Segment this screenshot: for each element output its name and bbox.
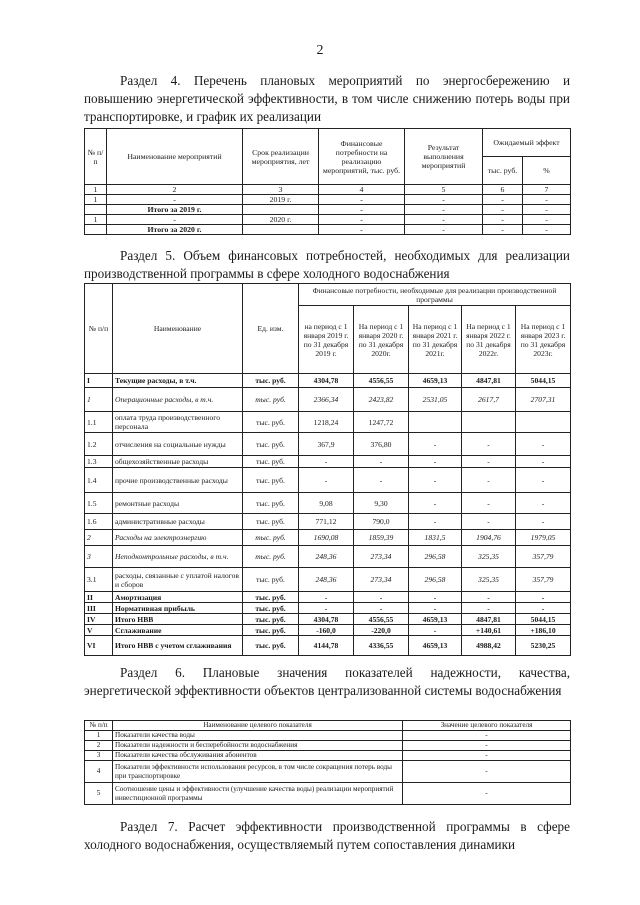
section-6-table	[84, 720, 571, 805]
cell-num: 1.5	[85, 493, 113, 514]
t6-header-value: Значение целевого показателя	[403, 721, 571, 731]
cell-value: -	[409, 514, 462, 530]
cell-term: 2019 г.	[243, 195, 319, 205]
cell-value: -	[409, 468, 462, 493]
cell-name: Нормативная прибыль	[113, 603, 243, 614]
t4-index-cell: 1	[85, 185, 107, 195]
cell-value: 1218,24	[299, 412, 354, 433]
cell-value: -	[516, 468, 571, 493]
page-number: 2	[316, 43, 324, 58]
cell-value: -	[409, 493, 462, 514]
cell-value: 296,58	[409, 568, 462, 592]
t5-header-period: На период с 1 января 2020 г. по 31 декабря 2020г.	[354, 306, 409, 374]
cell-value: +140,61	[462, 625, 516, 636]
cell-value: 273,34	[354, 568, 409, 592]
cell-value: 248,36	[299, 546, 354, 568]
cell-value: -	[299, 456, 354, 468]
cell-name: расходы, связанные с уплатой налогов и сборов	[113, 568, 243, 592]
cell-value: -	[462, 493, 516, 514]
cell-result: -	[405, 215, 483, 225]
cell-value: -	[299, 603, 354, 614]
cell-value: -	[462, 468, 516, 493]
cell-value: -	[516, 456, 571, 468]
t5-header-name: Наименование	[113, 284, 243, 374]
cell-num: 1	[85, 215, 107, 225]
cell-name: -	[107, 195, 243, 205]
cell-value: -	[403, 751, 571, 761]
cell-unit: тыс. руб.	[243, 388, 299, 412]
cell-unit: тыс. руб.	[243, 603, 299, 614]
cell-unit: тыс. руб.	[243, 614, 299, 625]
cell-value: 4336,55	[354, 636, 409, 656]
section-4-heading: Раздел 4. Перечень плановых мероприятий по энергосбережению и повышению энергетической эффективности, в том числе снижению потерь воды при транспортировке, и график их реализации	[84, 73, 570, 124]
table-row	[85, 205, 571, 215]
cell-name: Показатели надежности и бесперебойности водоснабжения	[113, 741, 403, 751]
cell-value	[409, 412, 462, 433]
cell-unit: тыс. руб.	[243, 568, 299, 592]
table-row	[85, 783, 571, 805]
cell-unit: тыс. руб.	[243, 625, 299, 636]
t5-header-period: на период с 1 января 2019 г. по 31 декабря 2019 г.	[299, 306, 354, 374]
cell-value: -	[354, 456, 409, 468]
t5-header-period: На период с 1 января 2023 г. по 31 декабря 2023г.	[516, 306, 571, 374]
cell-num: 3	[85, 546, 113, 568]
cell-value: 4659,13	[409, 614, 462, 625]
cell-pct: -	[523, 225, 571, 235]
t5-header-period: На период с 1 января 2022 г. по 31 декабря 2022г.	[462, 306, 516, 374]
cell-name: Итого НВВ с учетом сглаживания	[113, 636, 243, 656]
table-row	[85, 731, 571, 741]
cell-name: Показатели качества воды	[113, 731, 403, 741]
cell-term	[243, 225, 319, 235]
cell-value: 9,30	[354, 493, 409, 514]
table-row	[85, 592, 571, 603]
cell-name: Показатели эффективности использования ресурсов, в том числе сокращения потерь воды при транспортировке	[113, 761, 403, 783]
table-row	[85, 530, 571, 546]
t4-index-cell: 5	[405, 185, 483, 195]
cell-value: 325,35	[462, 546, 516, 568]
cell-value: -	[462, 433, 516, 456]
cell-name: Неподконтрольные расходы, в т.ч.	[113, 546, 243, 568]
cell-value: 1859,39	[354, 530, 409, 546]
cell-num: 4	[85, 761, 113, 783]
table-row	[85, 514, 571, 530]
cell-value: 4556,55	[354, 374, 409, 388]
cell-value: 357,79	[516, 546, 571, 568]
cell-pct: -	[523, 205, 571, 215]
cell-value: 1979,05	[516, 530, 571, 546]
cell-value: 1247,72	[354, 412, 409, 433]
cell-value: 2707,31	[516, 388, 571, 412]
cell-value: -	[409, 603, 462, 614]
cell-name: оплата труда производственного персонала	[113, 412, 243, 433]
cell-num: 3	[85, 751, 113, 761]
cell-value: 4988,42	[462, 636, 516, 656]
t4-header-effect: Ожидаемый эффект	[483, 129, 571, 157]
t4-header-result: Результат выполнения мероприятий	[405, 129, 483, 185]
cell-name: Сглаживание	[113, 625, 243, 636]
t4-header-finance: Финансовые потребности на реализацию мероприятий, тыс. руб.	[319, 129, 405, 185]
cell-value: 4144,78	[299, 636, 354, 656]
cell-name: Операционные расходы, в т.ч.	[113, 388, 243, 412]
cell-result: -	[405, 225, 483, 235]
cell-unit: тыс. руб.	[243, 546, 299, 568]
cell-num: 1.3	[85, 456, 113, 468]
cell-value: 4659,13	[409, 636, 462, 656]
cell-num: 1	[85, 388, 113, 412]
cell-pct: -	[523, 195, 571, 205]
cell-num: 1.6	[85, 514, 113, 530]
cell-value: -	[462, 456, 516, 468]
cell-value: -	[299, 592, 354, 603]
cell-value: -220,0	[354, 625, 409, 636]
cell-value: 2531,05	[409, 388, 462, 412]
cell-value: 4556,55	[354, 614, 409, 625]
cell-value: -	[462, 514, 516, 530]
cell-value: 367,9	[299, 433, 354, 456]
cell-value: -	[299, 468, 354, 493]
table-row	[85, 761, 571, 783]
table-row	[85, 456, 571, 468]
cell-value: 248,36	[299, 568, 354, 592]
t4-header-effect-pct: %	[523, 157, 571, 185]
t4-index-cell: 3	[243, 185, 319, 195]
cell-result: -	[405, 205, 483, 215]
cell-num	[85, 205, 107, 215]
table-row	[85, 568, 571, 592]
t6-header-num: № п/п	[85, 721, 113, 731]
section-6-heading: Раздел 6. Плановые значения показателей надежности, качества, энергетической эффективности объектов централизованной системы водоснабжения	[84, 665, 570, 698]
cell-name: Итого за 2019 г.	[107, 205, 243, 215]
table-row	[85, 751, 571, 761]
cell-value: -	[403, 761, 571, 783]
table-row	[85, 493, 571, 514]
cell-value: 4659,13	[409, 374, 462, 388]
table-row	[85, 614, 571, 625]
section-4-table	[84, 128, 571, 235]
t4-index-cell: 6	[483, 185, 523, 195]
cell-value: -	[354, 592, 409, 603]
cell-value: -	[516, 493, 571, 514]
cell-value: -	[403, 741, 571, 751]
t4-index-row	[85, 185, 571, 195]
cell-name: общехозяйственные расходы	[113, 456, 243, 468]
cell-value	[516, 412, 571, 433]
cell-value: +186,10	[516, 625, 571, 636]
cell-value: 2423,82	[354, 388, 409, 412]
cell-num: 5	[85, 783, 113, 805]
cell-name: ремонтные расходы	[113, 493, 243, 514]
cell-unit: тыс. руб.	[243, 433, 299, 456]
cell-result: -	[405, 195, 483, 205]
cell-num: 1	[85, 731, 113, 741]
cell-value: -	[516, 592, 571, 603]
cell-finance: -	[319, 205, 405, 215]
table-row	[85, 388, 571, 412]
cell-value: 4847,81	[462, 374, 516, 388]
cell-unit: тыс. руб.	[243, 374, 299, 388]
cell-name: Соотношение цены и эффективности (улучшение качества воды) реализации мероприятий инвестиционной программы	[113, 783, 403, 805]
t5-header-num: № п/п	[85, 284, 113, 374]
cell-unit: тыс. руб.	[243, 530, 299, 546]
cell-rub: -	[483, 205, 523, 215]
cell-num: 1.4	[85, 468, 113, 493]
cell-name: прочие производственные расходы	[113, 468, 243, 493]
cell-value: -	[409, 625, 462, 636]
cell-num: III	[85, 603, 113, 614]
cell-value: 5044,15	[516, 614, 571, 625]
cell-num: 1	[85, 195, 107, 205]
cell-value: 2617,7	[462, 388, 516, 412]
cell-name: Итого НВВ	[113, 614, 243, 625]
section-5-heading: Раздел 5. Объем финансовых потребностей, необходимых для реализации производственной программы в сфере холодного водоснабжения	[84, 248, 570, 281]
cell-value: 9,08	[299, 493, 354, 514]
cell-unit: тыс. руб.	[243, 412, 299, 433]
cell-term: 2020 г.	[243, 215, 319, 225]
cell-name: Итого за 2020 г.	[107, 225, 243, 235]
t5-header-unit: Ед. изм.	[243, 284, 299, 374]
cell-name: -	[107, 215, 243, 225]
table-row	[85, 546, 571, 568]
cell-num: 2	[85, 741, 113, 751]
cell-value: -	[403, 731, 571, 741]
t5-header-period: На период с 1 января 2021 г. по 31 декабря 2021г.	[409, 306, 462, 374]
cell-unit: тыс. руб.	[243, 636, 299, 656]
cell-name: отчисления на социальные нужды	[113, 433, 243, 456]
cell-value: 273,34	[354, 546, 409, 568]
cell-value	[462, 412, 516, 433]
cell-num: 1.1	[85, 412, 113, 433]
cell-num: 1.2	[85, 433, 113, 456]
cell-unit: тыс. руб.	[243, 468, 299, 493]
cell-value: 790,0	[354, 514, 409, 530]
cell-value: -	[516, 514, 571, 530]
cell-value: -	[409, 456, 462, 468]
cell-num: 2	[85, 530, 113, 546]
cell-rub: -	[483, 225, 523, 235]
cell-value: 376,80	[354, 433, 409, 456]
t4-header-term: Срок реализации мероприятия, лет	[243, 129, 319, 185]
t4-header-effect-rub: тыс. руб.	[483, 157, 523, 185]
table-row	[85, 225, 571, 235]
table-row	[85, 195, 571, 205]
cell-value: 4847,81	[462, 614, 516, 625]
table-row	[85, 215, 571, 225]
cell-value: 2366,34	[299, 388, 354, 412]
cell-term	[243, 205, 319, 215]
cell-name: административные расходы	[113, 514, 243, 530]
table-row	[85, 603, 571, 614]
t5-header-group: Финансовые потребности, необходимые для реализации производственной программы	[299, 284, 571, 306]
cell-value: 296,58	[409, 546, 462, 568]
cell-value: -	[409, 433, 462, 456]
cell-value: 357,79	[516, 568, 571, 592]
cell-unit: тыс. руб.	[243, 456, 299, 468]
cell-value: 5230,25	[516, 636, 571, 656]
cell-unit: тыс. руб.	[243, 592, 299, 603]
cell-num: I	[85, 374, 113, 388]
cell-value: 1690,08	[299, 530, 354, 546]
cell-name: Амортизация	[113, 592, 243, 603]
t4-header-num: № п/п	[85, 129, 107, 185]
section-7-heading: Раздел 7. Расчет эффективности производственной программы в сфере холодного водоснабжения, осуществляемый путем сопоставления динамики	[84, 819, 570, 852]
cell-num: VI	[85, 636, 113, 656]
table-row	[85, 741, 571, 751]
t6-header-name: Наименование целевого показателя	[113, 721, 403, 731]
table-row	[85, 468, 571, 493]
cell-value: 4304,78	[299, 614, 354, 625]
cell-unit: тыс. руб.	[243, 514, 299, 530]
section-5-table	[84, 283, 571, 656]
cell-name: Текущие расходы, в т.ч.	[113, 374, 243, 388]
cell-name: Показатели качества обслуживания абонентов	[113, 751, 403, 761]
cell-value: -	[409, 592, 462, 603]
cell-name: Расходы на электроэнергию	[113, 530, 243, 546]
t4-index-cell: 7	[523, 185, 571, 195]
cell-value: 1904,76	[462, 530, 516, 546]
t4-index-cell: 4	[319, 185, 405, 195]
cell-value: 325,35	[462, 568, 516, 592]
cell-finance: -	[319, 225, 405, 235]
table-row	[85, 433, 571, 456]
cell-num: IV	[85, 614, 113, 625]
table-row	[85, 374, 571, 388]
table-row	[85, 412, 571, 433]
cell-value: 771,12	[299, 514, 354, 530]
cell-value: -160,0	[299, 625, 354, 636]
t4-header-name: Наименование мероприятий	[107, 129, 243, 185]
cell-value: 4304,78	[299, 374, 354, 388]
cell-value: -	[403, 783, 571, 805]
cell-value: 5044,15	[516, 374, 571, 388]
cell-value: -	[354, 603, 409, 614]
cell-finance: -	[319, 195, 405, 205]
cell-rub: -	[483, 195, 523, 205]
cell-pct: -	[523, 215, 571, 225]
table-row	[85, 636, 571, 656]
table-row	[85, 625, 571, 636]
cell-finance: -	[319, 215, 405, 225]
cell-value: -	[462, 592, 516, 603]
cell-num: 3.1	[85, 568, 113, 592]
cell-rub: -	[483, 215, 523, 225]
cell-num: V	[85, 625, 113, 636]
cell-value: -	[516, 433, 571, 456]
cell-num: II	[85, 592, 113, 603]
cell-value: 1831,5	[409, 530, 462, 546]
cell-num	[85, 225, 107, 235]
t4-index-cell: 2	[107, 185, 243, 195]
cell-unit: тыс. руб.	[243, 493, 299, 514]
cell-value: -	[462, 603, 516, 614]
cell-value: -	[354, 468, 409, 493]
cell-value: -	[516, 603, 571, 614]
